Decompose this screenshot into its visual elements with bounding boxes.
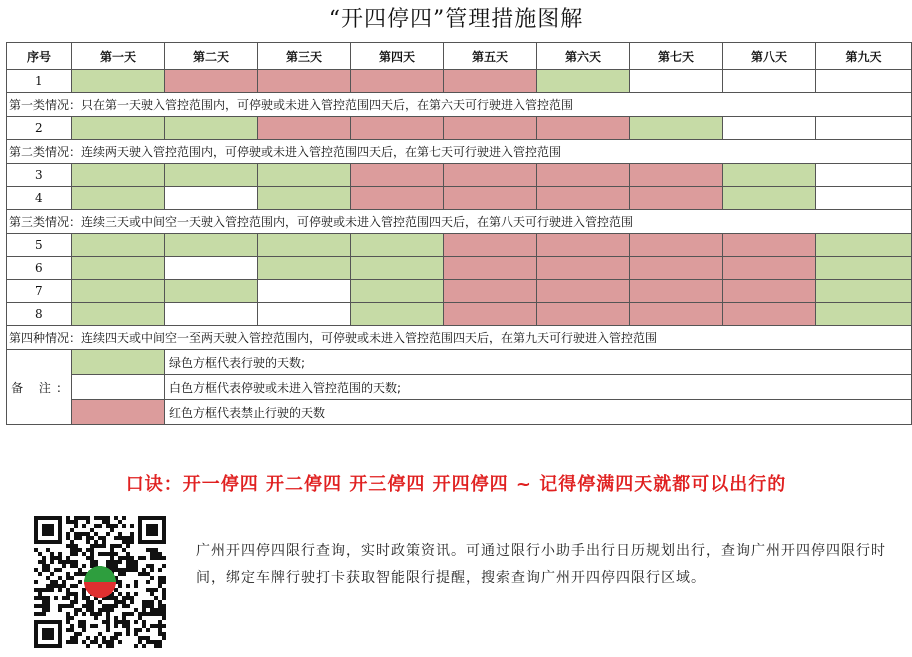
green-day-cell	[72, 164, 165, 187]
case-description-row	[7, 210, 912, 234]
red-day-cell	[351, 117, 444, 140]
white-day-cell	[165, 303, 258, 326]
red-day-cell	[258, 117, 351, 140]
row-number: 3	[7, 164, 72, 187]
red-day-cell	[444, 70, 537, 93]
header-day: 第二天	[165, 43, 258, 70]
header-day: 第九天	[816, 43, 912, 70]
table-row	[7, 117, 912, 140]
green-day-cell	[258, 257, 351, 280]
red-day-cell	[630, 187, 723, 210]
green-day-cell	[165, 280, 258, 303]
header-day: 第一天	[72, 43, 165, 70]
red-day-cell	[630, 257, 723, 280]
info-text: 广州开四停四限行查询，实时政策资讯。可通过限行小助手出行日历规划出行，查询广州开四停四限行时间，绑定车牌行驶打卡获取智能限行提醒，搜索查询广州开四停四限行区域。	[196, 543, 886, 586]
green-day-cell	[165, 234, 258, 257]
red-day-cell	[351, 70, 444, 93]
green-day-cell	[816, 280, 912, 303]
red-day-cell	[444, 164, 537, 187]
red-day-cell	[630, 280, 723, 303]
white-day-cell	[816, 187, 912, 210]
row-number: 1	[7, 70, 72, 93]
white-day-cell	[723, 117, 816, 140]
red-day-cell	[537, 280, 630, 303]
page-title: “开四停四”管理措施图解	[328, 7, 584, 32]
table-row	[7, 257, 912, 280]
green-day-cell	[258, 164, 351, 187]
case-description: 第三类情况：连续三天或中间空一天驶入管控范围内，可停驶或未进入管控范围四天后，在第八天可行驶进入管控范围	[7, 210, 912, 234]
green-day-cell	[72, 117, 165, 140]
white-day-cell	[630, 70, 723, 93]
legend-row	[7, 350, 912, 375]
row-number: 6	[7, 257, 72, 280]
header-index: 序号	[7, 43, 72, 70]
green-day-cell	[72, 303, 165, 326]
red-day-cell	[537, 164, 630, 187]
header-day: 第四天	[351, 43, 444, 70]
white-day-cell	[816, 117, 912, 140]
red-day-cell	[723, 303, 816, 326]
white-day-cell	[258, 280, 351, 303]
legend-label: 备 注:	[7, 350, 72, 425]
green-day-cell	[72, 234, 165, 257]
green-day-cell	[258, 234, 351, 257]
row-number: 2	[7, 117, 72, 140]
green-day-cell	[351, 257, 444, 280]
red-day-cell	[351, 187, 444, 210]
green-day-cell	[723, 164, 816, 187]
table-row	[7, 70, 912, 93]
case-description: 第四种情况：连续四天或中间空一至两天驶入管控范围内，可停驶或未进入管控范围四天后，在第九天可行驶进入管控范围	[7, 326, 912, 350]
green-day-cell	[816, 257, 912, 280]
legend-row	[7, 375, 912, 400]
green-day-cell	[165, 117, 258, 140]
green-day-cell	[72, 280, 165, 303]
table-row	[7, 280, 912, 303]
table-header	[7, 43, 912, 70]
case-description: 第一类情况：只在第一天驶入管控范围内，可停驶或未进入管控范围四天后，在第六天可行驶进入管控范围	[7, 93, 912, 117]
white-day-cell	[165, 187, 258, 210]
green-day-cell	[351, 234, 444, 257]
green-day-cell	[258, 187, 351, 210]
table-row	[7, 234, 912, 257]
green-day-cell	[816, 303, 912, 326]
green-day-cell	[72, 257, 165, 280]
white-day-cell	[816, 70, 912, 93]
red-day-cell	[444, 303, 537, 326]
legend-red-swatch	[72, 400, 165, 425]
red-day-cell	[258, 70, 351, 93]
legend-green-swatch	[72, 350, 165, 375]
red-day-cell	[444, 117, 537, 140]
red-day-cell	[537, 303, 630, 326]
table-row	[7, 187, 912, 210]
case-description: 第二类情况：连续两天驶入管控范围内，可停驶或未进入管控范围四天后，在第七天可行驶进入管控范围	[7, 140, 912, 164]
red-day-cell	[444, 234, 537, 257]
red-day-cell	[165, 70, 258, 93]
legend-white-swatch	[72, 375, 165, 400]
red-day-cell	[537, 257, 630, 280]
qr-code-icon	[34, 516, 166, 648]
header-day: 第六天	[537, 43, 630, 70]
red-day-cell	[723, 280, 816, 303]
red-day-cell	[444, 257, 537, 280]
green-day-cell	[72, 70, 165, 93]
legend-text: 绿色方框代表行驶的天数;	[165, 350, 912, 375]
green-day-cell	[165, 164, 258, 187]
white-day-cell	[723, 70, 816, 93]
case-description-row	[7, 93, 912, 117]
red-day-cell	[723, 257, 816, 280]
red-day-cell	[723, 234, 816, 257]
row-number: 8	[7, 303, 72, 326]
table-row	[7, 303, 912, 326]
green-day-cell	[351, 303, 444, 326]
white-day-cell	[816, 164, 912, 187]
green-day-cell	[537, 70, 630, 93]
restriction-table	[6, 42, 912, 425]
row-number: 7	[7, 280, 72, 303]
header-day: 第五天	[444, 43, 537, 70]
slogan: 口诀：开一停四 开二停四 开三停四 开四停四 ~ 记得停满四天就都可以出行的	[125, 474, 787, 495]
legend-text: 白色方框代表停驶或未进入管控范围的天数;	[165, 375, 912, 400]
white-day-cell	[258, 303, 351, 326]
legend-text: 红色方框代表禁止行驶的天数	[165, 400, 912, 425]
legend-row	[7, 400, 912, 425]
red-day-cell	[630, 234, 723, 257]
header-day: 第八天	[723, 43, 816, 70]
red-day-cell	[444, 187, 537, 210]
red-day-cell	[351, 164, 444, 187]
green-day-cell	[816, 234, 912, 257]
case-description-row	[7, 140, 912, 164]
green-day-cell	[723, 187, 816, 210]
red-day-cell	[444, 280, 537, 303]
header-day: 第七天	[630, 43, 723, 70]
red-day-cell	[537, 117, 630, 140]
row-number: 4	[7, 187, 72, 210]
white-day-cell	[165, 257, 258, 280]
header-day: 第三天	[258, 43, 351, 70]
green-day-cell	[72, 187, 165, 210]
case-description-row	[7, 326, 912, 350]
red-day-cell	[630, 164, 723, 187]
green-day-cell	[351, 280, 444, 303]
red-day-cell	[630, 303, 723, 326]
green-day-cell	[630, 117, 723, 140]
row-number: 5	[7, 234, 72, 257]
table-row	[7, 164, 912, 187]
red-day-cell	[537, 187, 630, 210]
red-day-cell	[537, 234, 630, 257]
